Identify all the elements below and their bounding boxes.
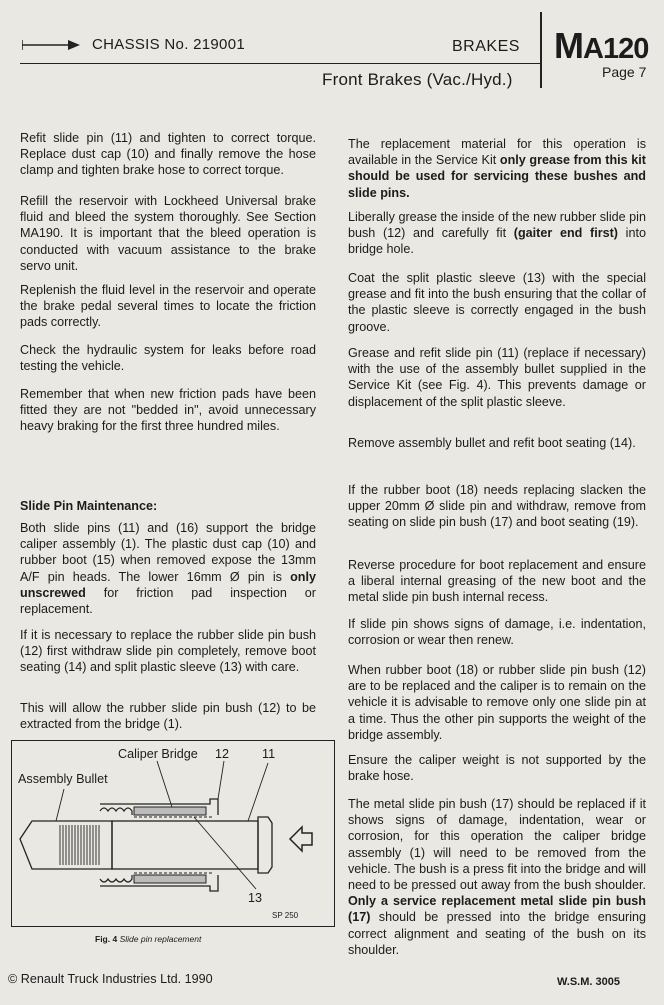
text-run: Liberally grease the inside of the new rubber slide pin bush (12) and carefully fit (348, 210, 646, 241)
figure-label-12: 12 (215, 747, 230, 761)
footer-copyright: © Renault Truck Industries Ltd. 1990 (8, 972, 213, 986)
paragraph: Remove assembly bullet and refit boot seating (14). (348, 436, 636, 450)
page-number: Page 7 (602, 64, 647, 80)
paragraph: Remember that when new friction pads have been fitted they are not "bedded in", avoid unnecessary heavy braking for the first three hundred miles. (20, 387, 316, 434)
text-run: into bridge hole. (348, 226, 646, 257)
paragraph (348, 209, 646, 258)
paragraph (348, 796, 646, 958)
page-subtitle: Front Brakes (Vac./Hyd.) (322, 70, 513, 89)
paragraph: If slide pin shows signs of damage, i.e. indentation, corrosion or wear then renew. (348, 617, 646, 648)
paragraph (348, 136, 646, 201)
footer-reference: W.S.M. 3005 (557, 976, 620, 988)
text-run-bold: Only a service replacement metal slide pin bush (17) (348, 894, 646, 925)
figure-caption-text: Slide pin replacement (119, 934, 202, 944)
figure-slide-pin (11, 740, 335, 927)
header-divider-vertical (540, 12, 542, 88)
figure-label-11: 11 (262, 747, 276, 761)
text-run: The replacement material for this operation is available in the Service Kit (348, 137, 646, 168)
paragraph (20, 520, 316, 617)
paragraph: Grease and refit slide pin (11) (replace if necessary) with the use of the assembly bullet supplied in the Service Kit (see Fig. 4). This prevents damage or displacement of the split plastic sleeve. (348, 346, 646, 409)
text-run-bold: only unscrewed (20, 569, 316, 600)
paragraph: Refill the reservoir with Lockheed Universal brake fluid and bleed the system thoroughly. See Section MA190. It is important that the bleed operation is conducted with vacuum assistance to the brake servo unit. (20, 194, 316, 273)
paragraph: This will allow the rubber slide pin bush (12) to be extracted from the bridge (1). (20, 701, 316, 732)
document-code-initial: M (554, 25, 583, 66)
figure-reference: SP 250 (272, 911, 299, 920)
document-code-rest: A120 (583, 33, 649, 65)
header-divider-horizontal (20, 63, 540, 64)
header-arrow-icon (22, 39, 80, 51)
text-run-bold: only grease from this kit should be used for servicing these bushes and slide pins. (348, 153, 646, 200)
document-code (554, 25, 649, 67)
text-run-bold: (gaiter end first) (513, 226, 618, 241)
chassis-number: CHASSIS No. 219001 (92, 36, 245, 53)
paragraph: Coat the split plastic sleeve (13) with the special grease and fit into the bush ensuring that the collar of the plastic sleeve is correctly engaged in the bush groove. (348, 271, 646, 334)
paragraph: Check the hydraulic system for leaks before road testing the vehicle. (20, 343, 316, 374)
slide-pin-diagram (12, 741, 334, 926)
paragraph: Ensure the caliper weight is not supported by the brake hose. (348, 753, 646, 784)
section-heading: Slide Pin Maintenance: (20, 499, 158, 513)
paragraph: Reverse procedure for boot replacement and ensure a liberal internal greasing of the new boot and the metal slide pin bush internal recess. (348, 558, 646, 605)
paragraph: If the rubber boot (18) needs replacing slacken the upper 20mm Ø slide pin and withdraw, remove from seating on slide pin bush (17) and boot seating (19). (348, 483, 646, 530)
paragraph: Replenish the fluid level in the reservoir and operate the brake pedal several times to locate the friction pads correctly. (20, 283, 316, 330)
paragraph: If it is necessary to replace the rubber slide pin bush (12) first withdraw slide pin completely, remove boot seating (14) and split plastic sleeve (13) with care. (20, 628, 316, 675)
paragraph: When rubber boot (18) or rubber slide pin bush (12) are to be replaced and the caliper is to remain on the vehicle it is advisable to remove only one slide pin at a time. Thus the other pin supports the weight of the bridge assembly. (348, 663, 646, 742)
figure-caption (95, 934, 201, 944)
text-run: for friction pad inspection or replacement. (20, 585, 316, 617)
figure-label-assembly-bullet: Assembly Bullet (18, 772, 108, 786)
figure-label-caliper-bridge: Caliper Bridge (118, 747, 198, 761)
paragraph: Refit slide pin (11) and tighten to correct torque. Replace dust cap (10) and finally remove the hose clamp and tighten brake hose to correct torque. (20, 131, 316, 178)
text-run: The metal slide pin bush (17) should be replaced if it shows signs of damage, indentation, wear or corrosion, for this operation the caliper bridge assembly (1) will need to be removed from the vehicle. The bush is a press fit into the bridge and will need to be pressed out away from the bush shoulder. (348, 797, 646, 893)
text-run: should be pressed into the bridge ensuring correct alignment and seating of the bush on its shoulder. (348, 910, 646, 957)
figure-label-13: 13 (248, 891, 263, 905)
section-title: BRAKES (452, 38, 520, 55)
figure-caption-number: Fig. 4 (95, 934, 118, 944)
text-run: Both slide pins (11) and (16) support the bridge caliper assembly (1). The plastic dust cap (10) and rubber boot (15) when removed expose the 13mm A/F pin heads. The lower 16mm Ø pin is (20, 521, 316, 584)
